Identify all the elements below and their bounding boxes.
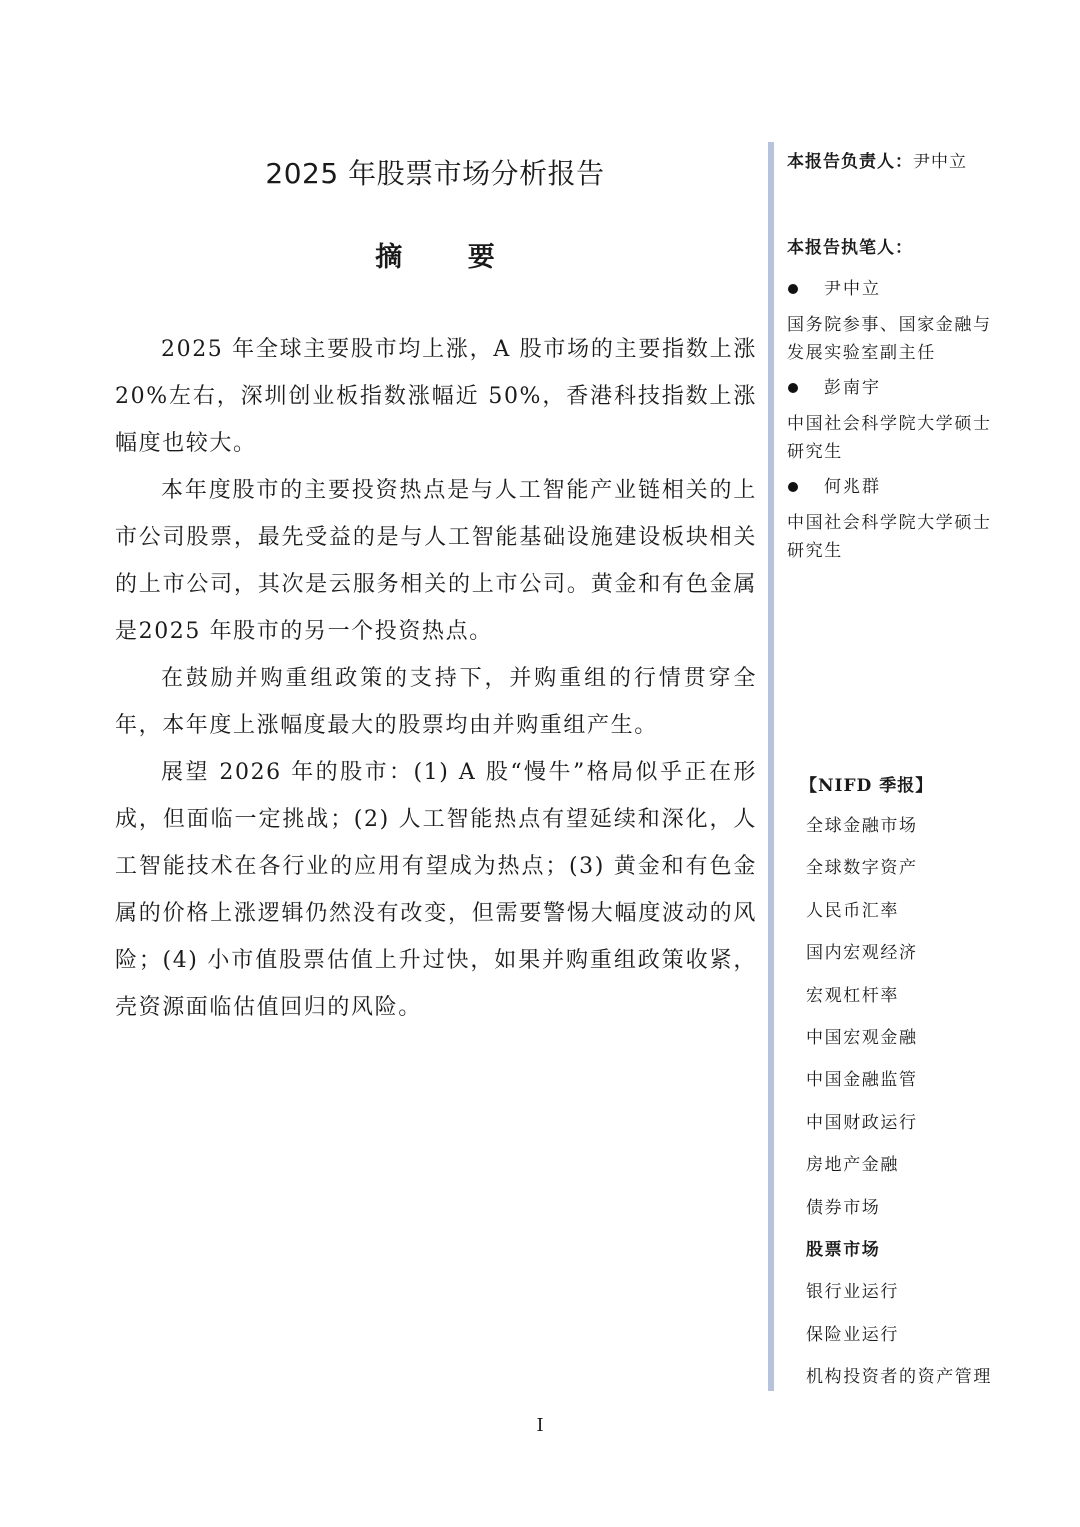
- nifd-series-item: 房地产金融: [806, 1155, 899, 1176]
- abstract-body: [115, 326, 757, 1031]
- author-2: [787, 374, 1017, 402]
- author-1: [787, 275, 1017, 303]
- page-number: I: [536, 1415, 544, 1436]
- bullet-icon: [788, 482, 798, 492]
- abstract-heading: 摘 要: [375, 242, 523, 273]
- nifd-series-item: 国内宏观经济: [806, 943, 918, 964]
- nifd-series-item-current: 股票市场: [806, 1239, 881, 1260]
- nifd-series-item: 全球数字资产: [806, 858, 918, 879]
- author-desc-line: 中国社会科学院大学硕士: [787, 513, 992, 533]
- author-name: 彭南宇: [824, 378, 881, 398]
- nifd-series-list: [806, 812, 992, 1405]
- nifd-series-item: 中国财政运行: [806, 1112, 918, 1133]
- responsible-line: [787, 148, 1017, 176]
- authors-label-block: [787, 234, 1017, 262]
- responsible-block: [787, 148, 1017, 176]
- abstract-paragraph-3: 在鼓励并购重组政策的支持下，并购重组的行情贯穿全年，本年度上涨幅度最大的股票均由并购重组产生。: [115, 666, 757, 738]
- author-desc-line: 发展实验室副主任: [787, 343, 936, 363]
- bullet-icon: [788, 284, 798, 294]
- author-desc-line: 国务院参事、国家金融与: [787, 315, 992, 335]
- responsible-label: 本报告负责人：: [787, 152, 913, 172]
- author-3: [787, 473, 1017, 501]
- author-2-desc: [787, 410, 1017, 466]
- author-name: 尹中立: [824, 279, 881, 299]
- responsible-name: 尹中立: [913, 152, 967, 172]
- authors-label: 本报告执笔人：: [787, 238, 913, 258]
- author-desc-line: 研究生: [787, 442, 843, 462]
- nifd-series-item: 宏观杠杆率: [806, 985, 899, 1006]
- nifd-series-item: 中国宏观金融: [806, 1027, 918, 1048]
- bullet-icon: [788, 383, 798, 393]
- nifd-series-title: 【NIFD 季报】: [800, 776, 934, 796]
- report-title: 2025 年股票市场分析报告: [265, 157, 605, 190]
- nifd-series-item: 银行业运行: [806, 1282, 899, 1303]
- abstract-paragraph-1: 2025 年全球主要股市均上涨，A 股市场的主要指数上涨20%左右，深圳创业板指数涨幅近 50%，香港科技指数上涨幅度也较大。: [115, 337, 757, 456]
- author-desc-line: 研究生: [787, 541, 843, 561]
- abstract-paragraph-4: 展望 2026 年的股市：(1) A 股“慢牛”格局似乎正在形成，但面临一定挑战；(2) 人工智能热点有望延续和深化，人工智能技术在各行业的应用有望成为热点；(3) 黄金和有色金属的价格上涨逻辑仍然没有改变，但需要警惕大幅度波动的风险；(4) 小市值股票估值上升过快，如果并购重组政策收紧，壳资源面临估值回归的风险。: [115, 760, 757, 1020]
- nifd-series-item: 全球金融市场: [806, 816, 918, 836]
- column-divider: [768, 142, 774, 1391]
- nifd-series-item: 保险业运行: [806, 1324, 899, 1345]
- nifd-series-item: 机构投资者的资产管理: [806, 1367, 992, 1388]
- author-1-desc: [787, 311, 1017, 367]
- abstract-paragraph-2: 本年度股市的主要投资热点是与人工智能产业链相关的上市公司股票，最先受益的是与人工智能基础设施建设板块相关的上市公司，其次是云服务相关的上市公司。黄金和有色金属是2025 年股市的另一个投资热点。: [115, 478, 757, 644]
- author-3-desc: [787, 509, 1017, 565]
- nifd-series-item: 债券市场: [806, 1197, 881, 1218]
- nifd-series-item: 中国金融监管: [806, 1070, 918, 1091]
- author-desc-line: 中国社会科学院大学硕士: [787, 414, 992, 434]
- nifd-series-item: 人民币汇率: [806, 900, 899, 921]
- author-name: 何兆群: [824, 477, 881, 497]
